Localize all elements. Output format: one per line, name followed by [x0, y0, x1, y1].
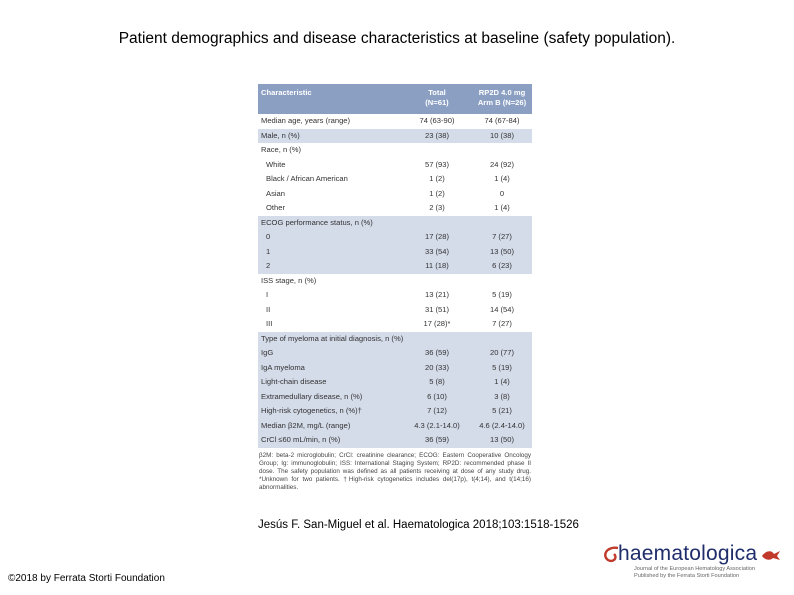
row-total-value: 33 (54): [424, 246, 450, 256]
row-label: 0: [266, 232, 271, 241]
baseline-table: [258, 84, 532, 492]
table-row: [258, 433, 532, 448]
citation: Jesús F. San-Miguel et al. Haematologica 2018;103:1518-1526: [258, 519, 579, 531]
row-label: IgG: [261, 348, 274, 357]
table-row: [258, 288, 532, 303]
row-arm-value: 5 (19): [492, 290, 512, 299]
row-arm-value: 14 (54): [489, 304, 515, 314]
row-total-value: 6 (10): [427, 391, 447, 401]
row-label: Median age, years (range): [261, 116, 351, 125]
table-row: [258, 419, 532, 434]
header-arm-line1: RP2D 4.0 mg: [478, 88, 526, 97]
row-total-value: 1 (2): [429, 188, 445, 198]
row-label: II: [266, 304, 271, 314]
row-arm-value: 1 (4): [494, 203, 510, 212]
row-arm-value: 0: [499, 188, 505, 198]
table-row: [258, 361, 532, 376]
row-arm-value: 7 (27): [492, 232, 512, 241]
logo-tagline-1: Journal of the European Hematology Association: [634, 566, 755, 572]
table-row: [258, 143, 532, 158]
row-total-value: 17 (28): [424, 232, 450, 241]
row-label: Asian: [266, 188, 285, 198]
row-label: 1: [266, 246, 271, 256]
row-total-value: 5 (8): [429, 377, 445, 386]
header-total-line1: Total: [428, 88, 446, 97]
row-label: IgA myeloma: [261, 362, 305, 372]
table-row: [258, 172, 532, 187]
row-total-value: 1 (2): [429, 174, 445, 183]
table-row: [258, 187, 532, 202]
row-arm-value: 5 (19): [492, 362, 512, 372]
table-row: [258, 259, 532, 274]
table-row: [258, 274, 532, 289]
table-row: [258, 404, 532, 419]
row-arm-value: 3 (8): [494, 391, 510, 401]
row-total-value: 20 (33): [424, 362, 450, 372]
row-label: White: [266, 159, 286, 169]
row-total-value: 31 (51): [424, 304, 450, 314]
row-arm-value: 20 (77): [489, 348, 515, 357]
slide-title: Patient demographics and disease characteristics at baseline (safety population).: [118, 30, 676, 47]
row-total-value: 11 (18): [425, 261, 449, 270]
row-total-value: 36 (59): [424, 435, 450, 444]
table-row: [258, 346, 532, 361]
table-row: [258, 158, 532, 173]
row-arm-value: 6 (23): [492, 261, 512, 270]
row-label: High-risk cytogenetics, n (%)†: [261, 406, 362, 415]
row-label: CrCl ≤60 mL/min, n (%): [261, 435, 341, 444]
row-total-value: 2 (3): [429, 203, 445, 212]
row-label: 2: [266, 261, 271, 270]
row-total-value: 4.3 (2.1-14.0): [414, 420, 460, 430]
row-label: Male, n (%): [261, 130, 300, 140]
row-arm-value: 1 (4): [494, 377, 510, 386]
row-total-value: 13 (21): [424, 290, 450, 299]
row-label: Type of myeloma at initial diagnosis, n (%): [261, 333, 404, 343]
header-characteristic: Characteristic: [261, 88, 312, 97]
logo-tagline-2: Published by the Ferrata Storti Foundation: [634, 573, 740, 579]
row-label: Extramedullary disease, n (%): [261, 391, 363, 401]
table-row: [258, 129, 532, 144]
row-arm-value: 10 (38): [489, 130, 515, 140]
row-arm-value: 24 (92): [489, 159, 515, 169]
table-row: [258, 375, 532, 390]
table-header: [258, 84, 532, 114]
row-label: Other: [266, 203, 285, 212]
table-row: [258, 114, 532, 129]
table-body: [258, 114, 532, 448]
row-arm-value: 5 (21): [492, 406, 512, 415]
row-label: I: [266, 290, 269, 299]
row-total-value: 57 (93): [424, 159, 450, 169]
header-total: [402, 88, 472, 108]
table-row: [258, 317, 532, 332]
row-total-value: 23 (38): [424, 130, 450, 140]
copyright: ©2018 by Ferrata Storti Foundation: [8, 573, 165, 584]
table-row: [258, 245, 532, 260]
row-label: Race, n (%): [261, 145, 302, 154]
logo-tagline: [634, 566, 784, 580]
row-label: ISS stage, n (%): [261, 275, 317, 285]
row-label: Black / African American: [266, 174, 348, 183]
row-arm-value: 13 (50): [489, 246, 515, 256]
haematologica-logo: [600, 542, 790, 582]
row-arm-value: 1 (4): [494, 174, 510, 183]
row-total-value: 36 (59): [424, 348, 450, 357]
table-footnote: β2M: beta-2 microglobulin; CrCl: creatinine clearance; ECOG: Eastern Cooperative Oncology Group; Ig: immunoglobulin; ISS: International Staging System; RP2D: recommended phase II dose. The safety population was defined as all patients receiving at dose of any study drug. *Unknown for two patients. †High-risk cytogenetics includes del(17p), t(4;14), and t(14;16) abnormalities.: [259, 451, 531, 491]
logo-wordmark: haematologica: [618, 542, 758, 565]
row-label: Median β2M, mg/L (range): [261, 420, 351, 430]
header-arm-line2: Arm B (N=26): [477, 98, 527, 107]
table-row: [258, 230, 532, 245]
row-total-value: 74 (63-90): [419, 116, 455, 125]
row-total-value: 17 (28)*: [423, 319, 451, 328]
header-total-line2: (N=61): [425, 98, 449, 107]
table-row: [258, 303, 532, 318]
row-total-value: 7 (12): [427, 406, 447, 415]
row-arm-value: 13 (50): [489, 435, 515, 444]
row-label: Light-chain disease: [261, 377, 327, 386]
row-arm-value: 4.6 (2.4-14.0): [479, 420, 525, 430]
logo-bird-icon: [760, 548, 782, 562]
table-row: [258, 216, 532, 231]
table-row: [258, 201, 532, 216]
table-row: [258, 390, 532, 405]
table-row: [258, 332, 532, 347]
row-arm-value: 74 (67-84): [484, 116, 520, 125]
row-label: III: [266, 319, 273, 328]
row-label: ECOG performance status, n (%): [261, 217, 373, 227]
row-arm-value: 7 (27): [492, 319, 512, 328]
header-arm: [472, 88, 532, 108]
